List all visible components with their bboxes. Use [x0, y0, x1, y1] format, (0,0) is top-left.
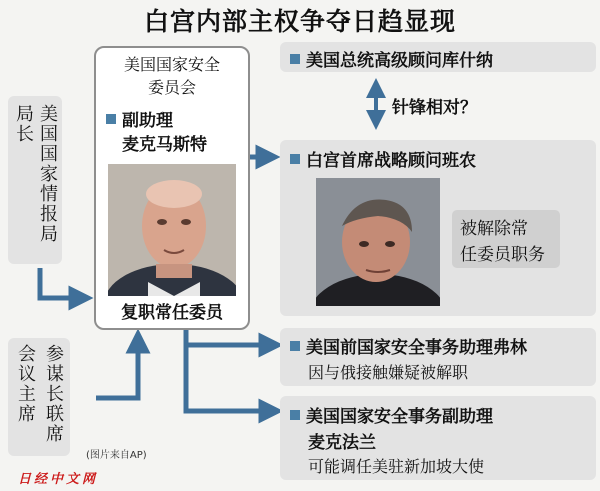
arrow-nsc-to-mcfarland: [186, 345, 276, 411]
accent-square: [106, 114, 116, 124]
bannon-label: [290, 146, 476, 171]
nsc-title-2: 委员会: [147, 78, 196, 97]
bannon-photo: [316, 178, 440, 306]
status-label: 复职常任委员: [121, 303, 223, 323]
page-title: 白宫内部主权争夺日趋显现: [143, 7, 456, 36]
mcfarland-title-2: 麦克法兰: [308, 433, 376, 453]
nsc-card: [94, 46, 250, 330]
accent-square: [290, 154, 300, 164]
mcfarland-note: 可能调任美驻新加坡大使: [308, 457, 485, 476]
brand-logo: 日经中文网: [18, 472, 99, 487]
flynn-note: 因与俄接触嫌疑被解职: [308, 363, 469, 382]
role-name: 麦克马斯特: [122, 135, 207, 155]
cia-director-box: [8, 96, 62, 264]
cia-text-col1: 美国国家情报局: [37, 104, 58, 244]
cia-text-col2: 局长: [13, 104, 34, 144]
accent-square: [290, 341, 300, 351]
kushner-label: [290, 46, 493, 71]
kushner-box: [280, 42, 596, 72]
flynn-box: [280, 328, 596, 386]
arrow-jcs-to-nsc: [96, 336, 138, 398]
mcfarland-box: [280, 396, 596, 480]
kushner-text: 美国总统高级顾问库什纳: [306, 51, 493, 71]
accent-square: [290, 54, 300, 64]
flynn-text: 美国前国家安全事务助理弗林: [306, 338, 527, 358]
bannon-box: [280, 140, 596, 316]
bannon-note-box: [452, 210, 560, 268]
jcs-chairman-box: [8, 338, 70, 456]
flynn-label: [290, 333, 527, 358]
arrow-cia-to-nsc: [40, 268, 86, 298]
role-title: 副助理: [122, 111, 173, 131]
mcfarland-label: [290, 402, 493, 427]
jcs-text-col2: 会议主席: [15, 344, 36, 424]
role-line-1: [106, 106, 173, 131]
accent-square: [290, 410, 300, 420]
nsc-title-1: 美国国家安全: [123, 55, 220, 74]
bannon-note-2: 任委员职务: [460, 245, 545, 265]
bannon-text: 白宫首席战略顾问班农: [306, 151, 476, 171]
conflict-label: 针锋相对？: [392, 98, 477, 118]
bannon-note-1: 被解除常: [460, 219, 528, 239]
jcs-text-col1: 参谋长联席: [43, 344, 64, 444]
photo-credit: (图片来自AP): [86, 450, 147, 461]
mcfarland-title-1: 美国国家安全事务副助理: [306, 407, 493, 427]
mcmaster-photo: [108, 164, 236, 296]
